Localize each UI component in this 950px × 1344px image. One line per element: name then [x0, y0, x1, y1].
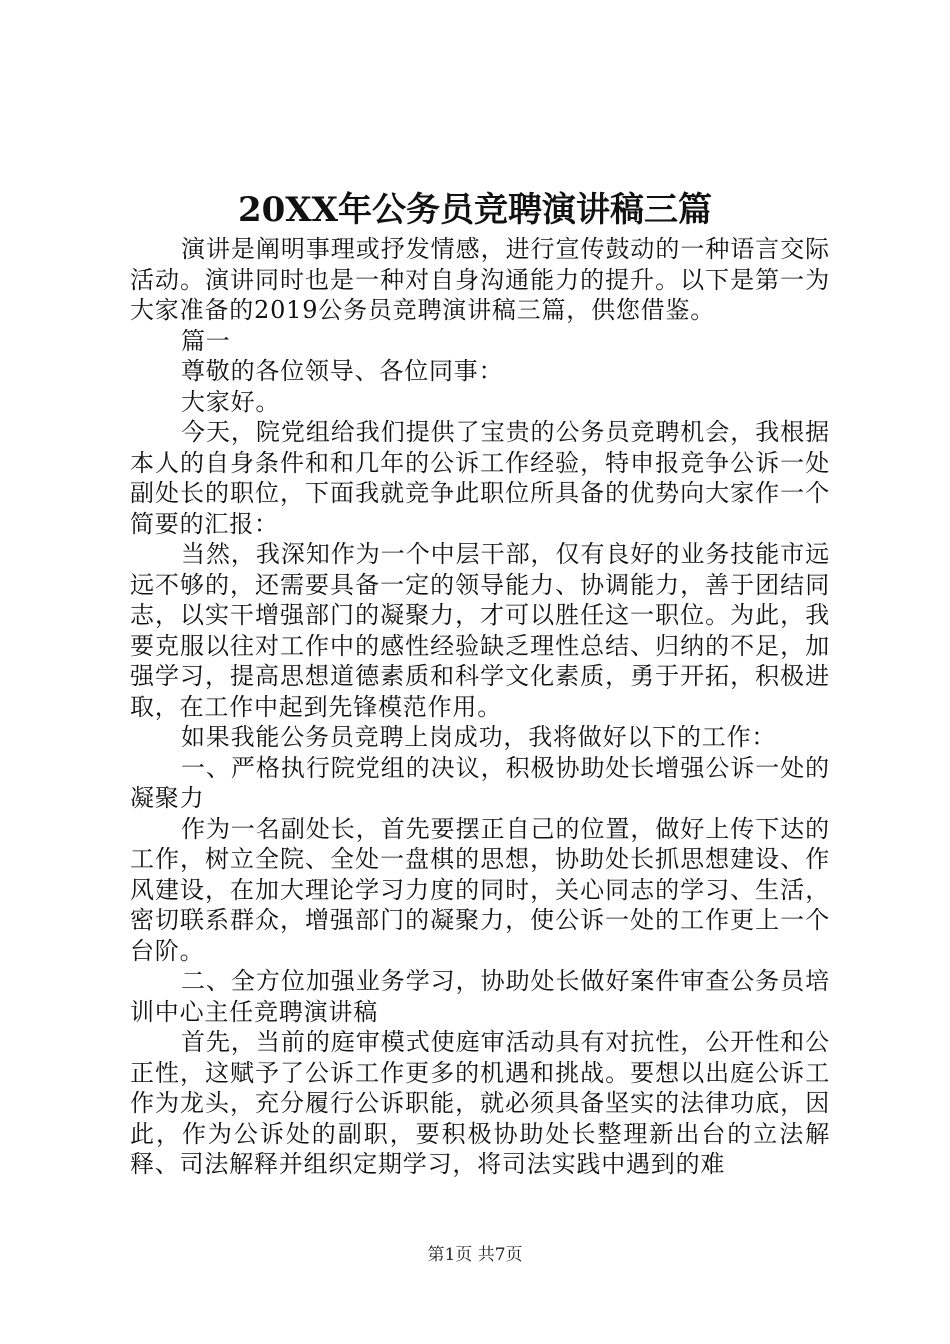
- paragraph-section-heading: 篇一: [181, 326, 231, 355]
- paragraph-intro: 演讲是阐明事理或抒发情感，进行宣传鼓动的一种语言交际活动。演讲同时也是一种对自身沟通能力的提升。以下是第一为大家准备的2019公务员竞聘演讲稿三篇，供您借鉴。: [130, 235, 830, 324]
- document-title: 20XX年公务员竞聘演讲稿三篇: [237, 190, 713, 230]
- paragraph-body: 今天，院党组给我们提供了宝贵的公务员竞聘机会，我根据本人的自身条件和和几年的公诉工作经验，特申报竞争公诉一处副处长的职位，下面我就竞争此职位所具备的优势向大家作一个简要的汇报：: [130, 418, 830, 538]
- paragraph-body: 首先，当前的庭审模式使庭审活动具有对抗性，公开性和公正性，这赋予了公诉工作更多的机遇和挑战。要想以出庭公诉工作为龙头，充分履行公诉职能，就必须具备坚实的法律功底，因此，作为公诉处的副职，要积极协助处长整理新出台的立法解释、司法解释并组织定期学习，将司法实践中遇到的难: [130, 1028, 830, 1178]
- paragraph-body: 当然，我深知作为一个中层干部，仅有良好的业务技能市远远不够的，还需要具备一定的领导能力、协调能力，善于团结同志，以实干增强部门的凝聚力，才可以胜任这一职位。为此，我要克服以往对工作中的感性经验缺乏理性总结、归纳的不足，加强学习，提高思想道德素质和科学文化素质，勇于开拓，积极进取，在工作中起到先锋模范作用。: [130, 540, 830, 721]
- paragraph-subheading: 二、全方位加强业务学习，协助处长做好案件审查公务员培训中心主任竞聘演讲稿: [130, 967, 830, 1026]
- page-footer: 第1页 共7页: [427, 1245, 523, 1265]
- paragraph-body: 作为一名副处长，首先要摆正自己的位置，做好上传下达的工作，树立全院、全处一盘棋的思想，协助处长抓思想建设、作风建设，在加大理论学习力度的同时，关心同志的学习、生活，密切联系群众，增强部门的凝聚力，使公诉一处的工作更上一个台阶。: [130, 814, 830, 965]
- paragraph-greeting: 大家好。: [181, 387, 281, 416]
- paragraph-salutation: 尊敬的各位领导、各位同事：: [181, 357, 504, 385]
- document-body: [130, 234, 830, 1180]
- paragraph-body: 如果我能公务员竞聘上岗成功，我将做好以下的工作：: [181, 723, 777, 751]
- paragraph-subheading: 一、严格执行院党组的决议，积极协助处长增强公诉一处的凝聚力: [130, 753, 830, 812]
